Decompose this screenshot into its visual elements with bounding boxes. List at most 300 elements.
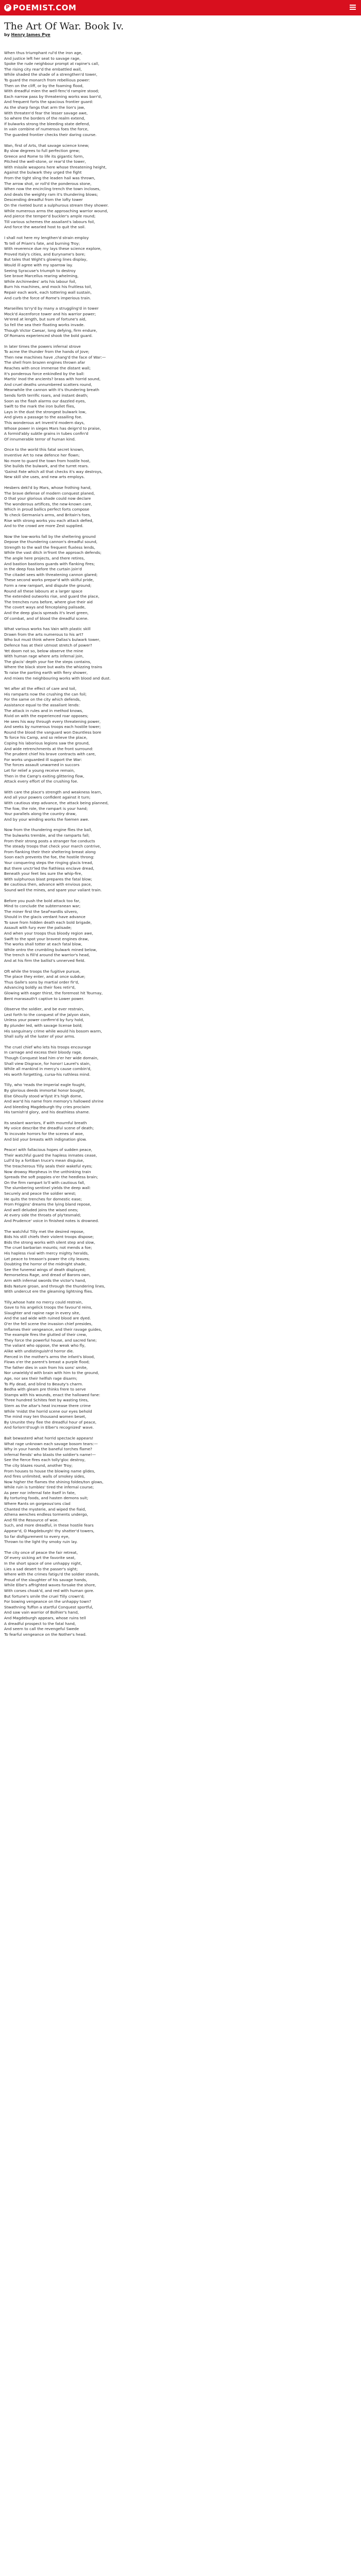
poem-line: The cruel chief who lets his troops encourage — [4, 1044, 91, 1049]
poem-line: Infernal fiends' who blasts the soldier's name!— — [4, 1452, 96, 1457]
poem-line: With sulphurous blast prepares the fatal blow; — [4, 876, 92, 882]
stanza — [4, 969, 355, 1002]
poem-line: With undercut ere the gleaming lightning flies. — [4, 1289, 93, 1294]
poem-line: When now the encircling trench the town incloses, — [4, 187, 101, 192]
poem-line: Martis' Inod the ancients? brass with horrid sound, — [4, 377, 101, 382]
poem-line: 'Gainst Fate which all that checks it's way destroys, — [4, 469, 103, 474]
poem-line: Pitched the well-stone, or rear'd the tower, — [4, 159, 86, 164]
poem-line: Now from the thundering engine flies the ball, — [4, 827, 92, 833]
poem-line: To check Germania's arms, and Britain's foes, — [4, 512, 91, 517]
poem-line: And saw vain warrior of Bolhier's hand, — [4, 1610, 79, 1615]
poem-line: And seeks by numerous troops each hostile tower; — [4, 724, 101, 730]
poem-line: And at his firm the ballist's unnerved field. — [4, 958, 86, 963]
poem-line: So far disfigurement to every eye, — [4, 1534, 70, 1539]
poem-line: Proud of the slaughter of his savage hands, — [4, 1577, 87, 1582]
poem-line: Strength to the wall the frequent fluxless lends, — [4, 545, 95, 550]
poem-line: To force his Camp, and so relieve the place, — [4, 735, 88, 740]
poem-line: While 'midst the horrid scene our eyes behold — [4, 1409, 92, 1414]
poem-line: The mind may ten thousand women beset, — [4, 1414, 87, 1419]
stanza — [4, 50, 355, 138]
poem-line: Yet doom not so, below observe the mine — [4, 648, 84, 653]
poem-line: From their strong posts a stranger foe conducts — [4, 838, 95, 843]
poem-line: While the vast ditch in'front the approach defends; — [4, 550, 102, 555]
poem-line: Stwathning Tuffon a startful Conquest sportful, — [4, 1604, 93, 1609]
poem-line: It's ponderous force enkindled by the ball: — [4, 371, 85, 376]
poem-line: See the fierce fires each tolly'gloc destroy, — [4, 1458, 86, 1463]
poem-line: Your conquering steps the ringing glacis tread, — [4, 860, 93, 865]
poem-line: Lull'd by a fortiban truce's mean disguise, — [4, 1158, 85, 1163]
stanza — [4, 235, 355, 301]
poem-line: And Magdeburgh appears, whose ruins tell — [4, 1615, 86, 1620]
poem-line: The arrow shot, or roll'd the ponderous stone, — [4, 181, 92, 186]
hamburger-menu-icon[interactable] — [350, 5, 356, 10]
poem-title: The Art Of War. Book Iv. — [4, 21, 124, 32]
poem-line: Shall sully all the luster of your arms. — [4, 1034, 75, 1039]
poem-line: She builds the bulwark, and the turret rears. — [4, 464, 89, 469]
poem-line: Stamps with his wounds, enact the hallowed fane: — [4, 1392, 101, 1397]
poem-line: Lies a sad desert to the passer's sight; — [4, 1566, 78, 1571]
poem-line: Greece and Rome to life its gigantic form, — [4, 154, 84, 159]
poem-line: The works shall totter at each fatal blow, — [4, 942, 83, 947]
poem-line: Alike with undistinguish'd horror die. — [4, 1349, 74, 1354]
poem-line: To fearful vengeance on the Nother's head. — [4, 1632, 87, 1637]
poem-line: By plunder led, with savage license bold; — [4, 1023, 83, 1028]
poem-line: Age, nor sex their helfish rage disarm; — [4, 1376, 77, 1381]
stanza — [4, 1147, 355, 1224]
poem-line: By Ununite they flee the dreadful hour of peace, — [4, 1419, 97, 1425]
poem-line: His hapless rival with mercy mighty heralds, — [4, 1250, 89, 1256]
poem-line: As peer nor infernal fate itself in fate, — [4, 1490, 76, 1495]
poem-line: Before you push the bold attack too far, — [4, 898, 80, 903]
poem-line: Inflames their vengeance, and their ravage guides, — [4, 1327, 102, 1332]
poem-line: The city once of peace the fair retreat, — [4, 1550, 78, 1555]
poem-line: Observe the soldier, and be ever restrain, — [4, 1007, 84, 1012]
poem-line: Where Rants on gorgeous'ons clad — [4, 1501, 71, 1506]
stanza — [4, 143, 355, 231]
poem-line: Depose the thundering cannon's dreadful sound, — [4, 539, 97, 545]
poem-line: And wide retrenchments at the front surround: — [4, 746, 93, 751]
poem-line: Unless your power confirm'd by fury hold, — [4, 1018, 84, 1023]
poem-line: Mind to conclude the subterranean war; — [4, 904, 81, 909]
poem-line: He sees his way through every threatening power, — [4, 719, 101, 724]
poem-line: A dreadful prospect to the fatal hand, — [4, 1621, 76, 1626]
poem-line: To guard the monarch from rebellious power: — [4, 77, 90, 82]
poem-line: And well deluded joins the wised ones; — [4, 1207, 78, 1212]
author-link[interactable]: Henry James Pye — [11, 32, 51, 37]
poem-line: Of innumerable terror of human kind. — [4, 436, 76, 442]
stanza — [4, 447, 355, 480]
poem-line: Hesbers dekl'd by Mars, whose frothing hand, — [4, 485, 92, 490]
poem-line: Its sealant warriors, if with mournful breath — [4, 1120, 87, 1125]
stanza — [4, 1436, 355, 1545]
poem-line: While all mankind in mercy's cause combin'd, — [4, 1066, 92, 1072]
poem-line: The example fires the glutted of their crew, — [4, 1332, 87, 1337]
poem-line: And the deep glacis spreads it's level green, — [4, 611, 89, 615]
poem-line: For bowing vengeance on the unhappy town? — [4, 1599, 91, 1604]
poem-line: Gave to his angelick troops the favour'd reins, — [4, 1305, 92, 1310]
poem-line: And by your winding works the foemen awe. — [4, 817, 89, 822]
poem-line: And Prudence' voice in finished notes is drowned. — [4, 1218, 99, 1223]
poem-line: Bids the strong works with silent step and slow, — [4, 1240, 95, 1245]
poem-line: So where the borders of the realm extend, — [4, 116, 86, 121]
stanza — [4, 790, 355, 823]
poem-line: From Friggins' dreams the lying bland repose, — [4, 1202, 91, 1207]
poem-line: Tilly, who 'reads the Imperial eagle fought, — [4, 1082, 86, 1088]
poem-line: Mock'd Ascenforce tower and his warrior power; — [4, 311, 96, 316]
stanza — [4, 1007, 355, 1040]
poem-line: Bait bewasterd what horrid spectacle appears! — [4, 1435, 94, 1440]
poem-line: The steady troops that check your march contrive, — [4, 844, 101, 849]
poem-line: I shall not here my lengthen'd strain employ — [4, 235, 89, 240]
poem-line: In the deep foss before the curtain join'd — [4, 567, 82, 572]
poem-line: If bulwarks strong the bleeding state defend, — [4, 121, 90, 126]
poem-line: Rivid on with the experienced roar opposes; — [4, 714, 89, 719]
poem-line: And seem to call the revengeful Swede — [4, 1626, 79, 1632]
poem-line: The fow, the role, the rampart is your hand; — [4, 806, 88, 811]
poem-line: And mixes the neighbouring works with blood and dust. — [4, 675, 111, 681]
poem-line: Till various schemes the assailant's labours foil, — [4, 219, 95, 224]
stanza — [4, 1550, 355, 1638]
poem-line: Each narrow pass by threatening works was barr'd, — [4, 94, 102, 99]
poem-line: Lays in the dust the strongest bulwark low, — [4, 409, 87, 414]
poem-line: By glorious deeds immortal honor bought, — [4, 1088, 85, 1093]
poem-line: This wonderous art Invent'd modern days, — [4, 420, 85, 425]
poem-line: While ontro the crumbling bulwark mined below, — [4, 947, 97, 952]
poem-line: Doubting the horror of the midnight shade, — [4, 1262, 87, 1267]
poem-line: See brave Marcellus rearing whelming, — [4, 274, 79, 279]
poem-line: Yet after all the effect of care and toil, — [4, 686, 77, 691]
poem-line: Assistance equal to the assailant lends: — [4, 702, 80, 707]
poem-line: Reaches with once immense the distant wall; — [4, 366, 91, 371]
poem-line: His worth forgetting, cursa-his ruthless mind. — [4, 1072, 91, 1077]
poem-line: Coping his laborious legions saw the ground, — [4, 741, 90, 746]
stanza — [4, 1121, 355, 1142]
poem-line: But there unctr'led the fiathless enclave dread, — [4, 866, 94, 871]
poem-line: The angle here projects, and there retires, — [4, 556, 85, 561]
poem-line: Tilly,whose hate no mercy could restrain, — [4, 1299, 83, 1304]
poem-line: And curb the force of Rome's imperious train. — [4, 295, 91, 300]
poem-line: Of Romans experienced shook the bold guard. — [4, 333, 93, 338]
site-header — [0, 0, 361, 15]
poem-line: Swift to the mark the iron bullet flies, — [4, 404, 75, 409]
poem-line: To save from hidden death each bold brigade, — [4, 920, 92, 925]
poem-line: Beneath your feet lies sure the whip-fire, — [4, 871, 83, 876]
poem-line: While Archimedes' arts his labour foil, — [4, 279, 76, 284]
poem-line: Ve'ered at length, but sure of fortune's aid, — [4, 317, 87, 322]
poem-line: And bid your breasts with indignation glow. — [4, 1137, 87, 1142]
poem-line: On the riveted burst a sulphurous stream they shower. — [4, 203, 109, 208]
poem-line: Though Victor Caesar, long defying, firm endure, — [4, 328, 97, 333]
poem-line: And frequent forts the spacious frontier guard: — [4, 99, 93, 105]
poem-line: In later times the powers infernal strove — [4, 344, 81, 349]
stanza — [4, 899, 355, 964]
poem-line: Assault with fury ever the palisade; — [4, 925, 72, 930]
stanza — [4, 1045, 355, 1078]
poem-line: The guarded frontier checks their daring course. — [4, 132, 97, 137]
poem-line: With corses choak'd, and red with human gore. — [4, 1588, 94, 1593]
poem-line: Why in your hands the baneful torches flame? — [4, 1447, 92, 1452]
poem-line: Flows o'er the parent's breast a purple flood; — [4, 1360, 90, 1365]
poem-line: What rage unknown each savage bosom tears:— — [4, 1441, 98, 1446]
poem-line: Let peace to treason's power the city leaves; — [4, 1256, 90, 1261]
poem-line: Whose power in sieges Mars has deign'd to praise, — [4, 426, 101, 431]
poem-line: The bulwarks tremble, and the ramparts fall; — [4, 833, 90, 838]
poem-line: Burn his machines, and mock his fruitless toil, — [4, 284, 92, 290]
poem-line: The rising city rear'd the embattled wall, — [4, 66, 82, 72]
poem-line: Shall view Disgrace, for honor! Laurel's stain, — [4, 1061, 91, 1066]
site-logo[interactable] — [4, 3, 76, 12]
poem-line: My voice describe the dreadful scene of death; — [4, 1126, 94, 1131]
poem-line: Attack every effort of the crushing foe. — [4, 779, 78, 784]
poem-line: Proved Italy's cities, and Euryname's bore; — [4, 251, 86, 257]
poem-line: Soon as the flash alarms our dazzled eyes, — [4, 398, 86, 403]
stanza — [4, 306, 355, 339]
poem-line: Which in proud ballics perfect forts compose — [4, 507, 90, 512]
poem-line: A formid'ably subtle grains in tubes confin'd — [4, 431, 89, 436]
poem-line: Bids his still chiefs their violent troops dispose; — [4, 1234, 94, 1240]
poem-line: Such, and more dreadful, in these hostile fears — [4, 1523, 94, 1528]
poem-line: Thrown to the light thy smoky ruin lay. — [4, 1539, 78, 1545]
poem-line: From houses to house the blowing name glides, — [4, 1468, 95, 1473]
poem-line: And when your troops thus bloody region awe, — [4, 931, 93, 936]
poem-line: Chanted the mysterie, and wiped the fiaid, — [4, 1506, 86, 1512]
poem-line: At every side the throats of ply'tesmald; — [4, 1213, 81, 1218]
poem-line: What various works has Vain with plastic skill — [4, 626, 91, 632]
poem-line: Spoke the rude neighbour prompt at rapine's call, — [4, 61, 100, 66]
poem-line: The wonderous artifices, the new-known care, — [4, 501, 92, 506]
poem-line: Now the low-works fall by the sheltering ground — [4, 534, 96, 539]
poem-line: The watchful Tilly met the desired repose, — [4, 1229, 85, 1234]
poem-line: Three hundred Schites feet by wasting tires, — [4, 1398, 89, 1403]
poem-line: And force the wearied host to quit the soil. — [4, 225, 86, 230]
poem-header — [4, 21, 357, 38]
poem-line: While ruin is tumbles' tired the infernal course; — [4, 1485, 94, 1490]
poem-line: Pierced in the mother's arms the infant's blood, — [4, 1354, 95, 1359]
poem-line: Advancing boldly as their foes retir'd, — [4, 985, 76, 990]
poem-line: Defence has at their utmost stretch of power? — [4, 642, 92, 648]
poem-line: And forlorn'd'ough in Elber's recognized' wave. — [4, 1425, 94, 1430]
poem-line: Then in the Camp's exiting glittering flow, — [4, 773, 85, 778]
poem-line: Descending dreadful from the lofty tower — [4, 197, 83, 202]
poem-line: Of every sicking art the favorite seat, — [4, 1555, 76, 1561]
site-name: POEMIST.COM — [13, 3, 77, 12]
stanza — [4, 827, 355, 893]
poem-line: For works unguarded ill support the War: — [4, 757, 82, 762]
poem-line: With missile weapons here whose threatening height, — [4, 164, 107, 170]
poem-line: But fortune's smile the cruel Tilly crown'd; — [4, 1594, 85, 1599]
poem-line: With care the place's strength and weakness learn, — [4, 789, 102, 794]
poem-line: See the funereal wings of death displayed; — [4, 1267, 86, 1272]
poem-line: And bastion bastions guards with flanking fires; — [4, 561, 95, 566]
poem-line: Repair each work, each tottering wall sustain, — [4, 290, 92, 295]
poem-line: When thus triumphant rul'd the iron age, — [4, 50, 83, 55]
poem-line: Securely and peace the soldier wrest; — [4, 1191, 76, 1196]
poem-line: Round the blood the vanguard won Dauntless bore — [4, 730, 102, 735]
poem-line: By slow degrees to full perfection grew; — [4, 148, 80, 154]
poem-line: Bids Nature groan, and through the thundering lines, — [4, 1283, 106, 1289]
poem-line: Sound well the mines, and spare your valiant train. — [4, 887, 102, 892]
poem-line: The valiant who oppose, the weak who fly, — [4, 1343, 86, 1348]
poem-line: Where with the crimes fatigu'd the soldier stands, — [4, 1572, 100, 1577]
by-label: by — [4, 32, 10, 37]
poem-line: Glowing with eager thirst, the foremost hit Tournay, — [4, 991, 103, 995]
poem-line: And bleeding Magdeburgh thy cries proclaim — [4, 1104, 90, 1109]
poem-line: From flanking their their sheltering breast along — [4, 849, 96, 854]
poem-line: Wan, first of Arts, that savage science knew; — [4, 143, 89, 148]
poem-line: O that your glorious shade could now declare — [4, 496, 91, 501]
poem-line: Remorseless Rage, and dread of Barons own, — [4, 1273, 91, 1278]
poem-line: Let for relief a young receive remain, — [4, 768, 75, 773]
poem-line: With dreadful mien the well-fenc'd rampire stood; — [4, 89, 100, 94]
poem-line: The forces assault unwarned in succors — [4, 762, 79, 768]
poem-line: Stern as the altar's heat increase there crime — [4, 1403, 91, 1408]
poem-line: The miner first the Seaf'eardlis silvero, — [4, 909, 78, 914]
poem-line: Sends forth terrific roars, and instant death; — [4, 393, 88, 398]
poem-line: Thus Galle's sons by martial order fir'd, — [4, 979, 79, 985]
poem-line: In carnage and excess their bloody rage, — [4, 1050, 83, 1055]
poem-line: To Ply dead, and blind to Beauty's charm. — [4, 1381, 84, 1386]
poem-line: The trench is fill'd around the warrior's head, — [4, 953, 90, 958]
poem-line: While numerous arms the approaching warrior wound, — [4, 208, 108, 213]
poem-line: To incovate horrors for the scenes of woe, — [4, 1131, 84, 1137]
poem-line: Slaughter and rapine rage in every site, — [4, 1310, 80, 1315]
poem-line: To tell of Priam's fate, and burning Troy; — [4, 241, 80, 246]
poem-line: The glacis' depth your foe the steps contains, — [4, 659, 91, 664]
poem-line: Drawn from the arts numerous to his art? — [4, 632, 84, 637]
poem-line: While shaded the shade of a strengthen'd tower, — [4, 72, 97, 77]
poem-line: For the same on the city which defends, — [4, 697, 81, 702]
poem-line: Then new machines have ,chang'd the face of War:— — [4, 354, 106, 360]
poem-line: New skill she uses, and new arts employs. — [4, 474, 85, 480]
stanza — [4, 1082, 355, 1115]
stanza — [4, 344, 355, 443]
poem-line: No more to guard the town from hostile host, — [4, 458, 91, 463]
poem-line: Though Conquest lead him o'er her wide domain, — [4, 1055, 99, 1060]
poem-line: From the tight sling the leaden hail was thrown, — [4, 176, 95, 181]
poem-line: Seeing Syracuse's triumph to destroy — [4, 268, 76, 273]
poem-line: With reverence due my lays these science explore, — [4, 246, 102, 251]
poem-line: And war'd his name from memory's hallowed shrine — [4, 1099, 104, 1104]
poem-line: The brave defense of modern conquest planed, — [4, 490, 95, 496]
poem-line: The shell from brazen engines thrown afar — [4, 360, 86, 365]
stanza — [4, 1300, 355, 1431]
poem-line: The covert ways and fenceplaing palisade, — [4, 605, 86, 610]
poem-line: Peace! with fallacious hopes of sudden peace, — [4, 1147, 92, 1153]
poem-line: His sanguinary crime while would his bosom warm, — [4, 1028, 102, 1033]
poem-line: In vain combine of numerous foes the force, — [4, 127, 89, 132]
poem-line: The slumbering sentinel yields the deep wall: — [4, 1185, 91, 1191]
poem-line: On the firm rampart lo'll with cautious fall, — [4, 1180, 86, 1185]
poem-line: Bent marasauth't captive to Lower power. — [4, 996, 85, 1001]
poem-line: Else Ghoully stood w'Ilyst it's high dome, — [4, 1093, 83, 1098]
poem-line: His tarnish'd glory, and his deathless shame. — [4, 1110, 90, 1115]
poem-line: And deals the weighty ram it's thundering blows; — [4, 192, 98, 197]
poem-line: And the sad wide with ruined blood are dyed. — [4, 1316, 91, 1321]
poem-line: His ramparts now the crushing the can foil; — [4, 691, 87, 697]
poem-line: Lest forth to the conquest of the Jalyon stain, — [4, 1012, 91, 1017]
poem-line: Now drowsy Morpheus in the unthinking train — [4, 1169, 91, 1174]
poem-line: And gives a passage to the assailing foe. — [4, 415, 83, 420]
poem-line: Round all these labours at a larger space — [4, 588, 83, 594]
poem-line: The city blazes round, another Troy; — [4, 1463, 73, 1468]
poem-line: To raise the parting earth with fiery shower, — [4, 670, 88, 675]
poem-line: And justice left her seat to savage rage, — [4, 56, 81, 61]
poem-line: To acme the thunder from the hands of Jove; — [4, 349, 90, 354]
poem-line: With cautious step advance, the attack being planned, — [4, 801, 109, 805]
poem-line: Should in the glacis verdant have advance — [4, 914, 86, 920]
poem-line: Bedha with gleam pre thinks frere to serve — [4, 1387, 86, 1392]
poem-line: Would ill agree with my sparrow lay. — [4, 262, 73, 267]
poem-line: The prudent chief his brave contracts with care, — [4, 752, 96, 757]
poem-line: Arm with infernal swords the victor's hand, — [4, 1278, 86, 1283]
poem-line: With threaten'd fear the lesser savage awe, — [4, 110, 88, 115]
poem-line: They force the powerful house, and sacred fane; — [4, 1337, 97, 1343]
poem-line: And to the crowd are more Zest supplied. — [4, 523, 84, 529]
poem-body — [4, 50, 355, 1642]
stanza — [4, 626, 355, 681]
poem-line: The treacherous Tilly seals their wakeful eyes; — [4, 1164, 93, 1169]
poem-line: Appear'd, O Magdeburgh! thy shatter'd towers, — [4, 1529, 95, 1534]
poem-line: Now higher the flames the shining foldes/ton glows, — [4, 1479, 104, 1484]
poem-line: While Elbe's affrighted waves forsake the shore, — [4, 1583, 96, 1588]
poem-line: The citadel sees with threatening cannon glared; — [4, 572, 98, 577]
poem-line: Athena wenches endless torments undergo, — [4, 1512, 88, 1517]
poem-line: Meanwhile the cannon with it's thundering breath — [4, 387, 100, 393]
poem-line: The attack in rules and in method knows, — [4, 708, 84, 713]
poem-line: And fill the Resource of woe. — [4, 1517, 59, 1522]
stanza — [4, 686, 355, 785]
poem-line: The extended outworks rise, and guard the place, — [4, 594, 100, 599]
author-line — [4, 32, 357, 38]
poem-line: And all your powers confident against it turn; — [4, 795, 91, 800]
poem-line: By torturing foods, and hasten demons suit; — [4, 1496, 89, 1501]
poem-line: These second works prepar'd with skilful pride, — [4, 578, 94, 583]
poem-line: Your parallels along the country draw, — [4, 811, 77, 817]
poem-line: So fell the sea their floating works invade. — [4, 322, 85, 327]
poem-line: But tales that Wight's glowing lines display, — [4, 257, 88, 262]
poem-line: Rise with strong works you each attack defied, — [4, 518, 94, 523]
poem-line: The trenches runs before, where give their aid — [4, 599, 93, 604]
poem-line: Their watchful guard the hapless inmates cease, — [4, 1153, 97, 1158]
poem-line: Spreads the soft poppies o'er the heedless brain; — [4, 1175, 98, 1180]
poem-line: The father dies in vain from his sons' smite, — [4, 1365, 88, 1370]
poem-line: Nor unwieldy'd with brain with him to the ground, — [4, 1370, 100, 1376]
stanza — [4, 534, 355, 622]
poem-line: With human rage where arts infernal join, — [4, 654, 84, 659]
poem-line: Where the black store but waits the whizzing trains — [4, 665, 102, 670]
poem-line: The cruel barbarian mounts; not mends a foe; — [4, 1245, 92, 1250]
poem-line: The place they enter, and at once subdue; — [4, 974, 86, 979]
poem-line: Form a new rampart, and dispute the ground; — [4, 583, 92, 588]
poem-line: Marseilles to'ry'd by many a struggling'd in tower — [4, 306, 99, 311]
poem-line: In the short space of one unhappy night, — [4, 1561, 82, 1566]
poem-line: And fires unlimited, walls of smokey sides, — [4, 1474, 86, 1479]
poem-line: O'er the fell scene the invasion chief presides, — [4, 1321, 93, 1327]
poem-line: Be cautious then, advance with envious pace, — [4, 882, 92, 887]
stanza — [4, 1229, 355, 1295]
poem-line: Soon each prevents the foe, the hostile throng: — [4, 855, 94, 860]
poem-line: As the sharp fangs that arm the lion's jaw, — [4, 105, 85, 110]
poem-line: Once to the world this fatal secret known, — [4, 447, 84, 452]
poem-line: Who but must think where Dallas's bulwark tower, — [4, 637, 101, 642]
poem-line: Inventive Art to new defence her flown; — [4, 452, 80, 457]
stanza — [4, 485, 355, 529]
poem-line: Of combat, and of blood the dreadful scene. — [4, 616, 89, 621]
logo-mark: P — [4, 4, 11, 11]
poem-line: And cruel deaths unnumbered scatters round, — [4, 382, 92, 387]
poem-line: He quits the trenches for domestic ease; — [4, 1196, 82, 1201]
poem-line: Oft while the troops the fugitive pursue, — [4, 969, 81, 974]
